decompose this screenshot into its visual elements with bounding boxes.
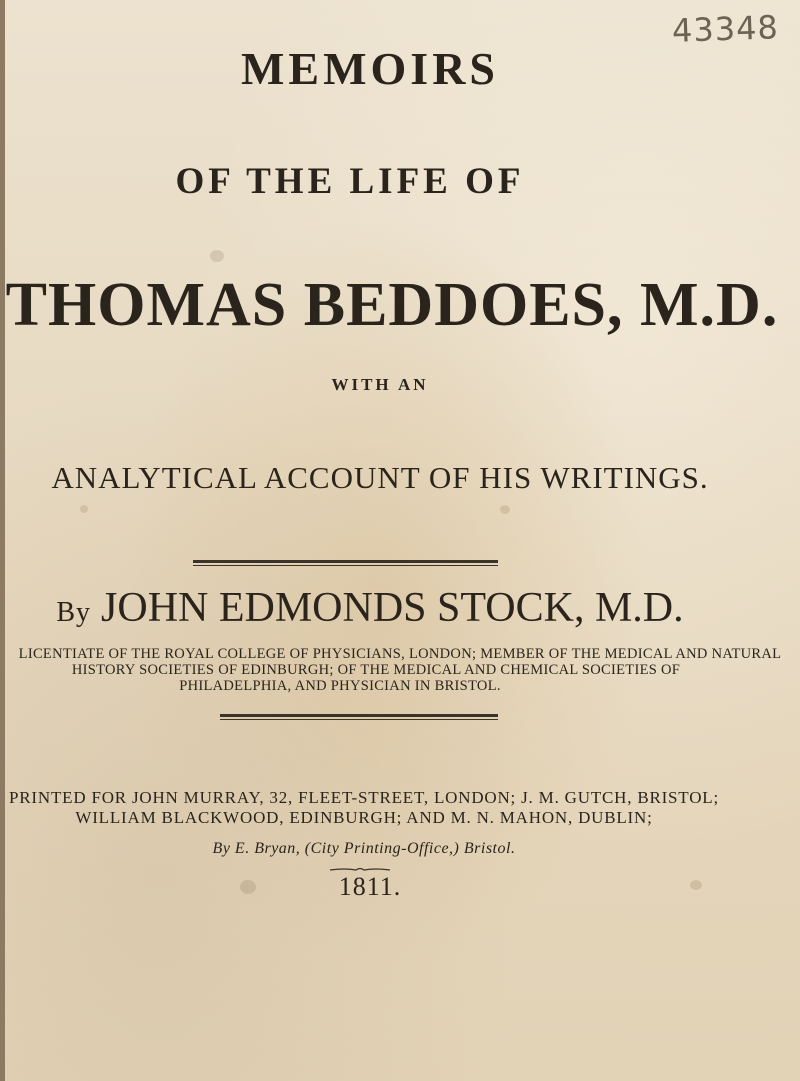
credentials-line: PHILADELPHIA, AND PHYSICIAN IN BRISTOL. [179, 678, 501, 694]
double-rule-divider [220, 714, 498, 720]
double-rule-divider [193, 560, 498, 566]
accession-number: 43348 [671, 8, 780, 50]
title-analytical-account: ANALYTICAL ACCOUNT OF HIS WRITINGS. [51, 460, 709, 495]
foxing-spot [500, 505, 510, 514]
publication-year: 1811. [338, 872, 402, 901]
printer-line: By E. Bryan, (City Printing-Office,) Bristol. [212, 840, 516, 857]
title-memoirs: MEMOIRS [241, 43, 499, 94]
credentials-line: HISTORY SOCIETIES OF EDINBURGH; OF THE MEDICAL AND CHEMICAL SOCIETIES OF [71, 662, 681, 678]
title-subject-name: THOMAS BEDDOES, M.D. [5, 271, 779, 339]
imprint-line: WILLIAM BLACKWOOD, EDINBURGH; AND M. N. MAHON, DUBLIN; [75, 808, 653, 827]
author-name: JOHN EDMONDS STOCK, M.D. [101, 585, 684, 631]
credentials-line: LICENTIATE OF THE ROYAL COLLEGE OF PHYSICIANS, LONDON; MEMBER OF THE MEDICAL AND NATURAL [18, 646, 782, 662]
author-line [0, 584, 770, 632]
foxing-spot [80, 505, 88, 513]
imprint-line: PRINTED FOR JOHN MURRAY, 32, FLEET-STREET, LONDON; J. M. GUTCH, BRISTOL; [9, 788, 719, 807]
foxing-spot [210, 250, 224, 262]
title-of-the-life-of: OF THE LIFE OF [175, 161, 525, 202]
author-by: By [56, 597, 92, 628]
title-with-an: WITH AN [331, 375, 429, 394]
